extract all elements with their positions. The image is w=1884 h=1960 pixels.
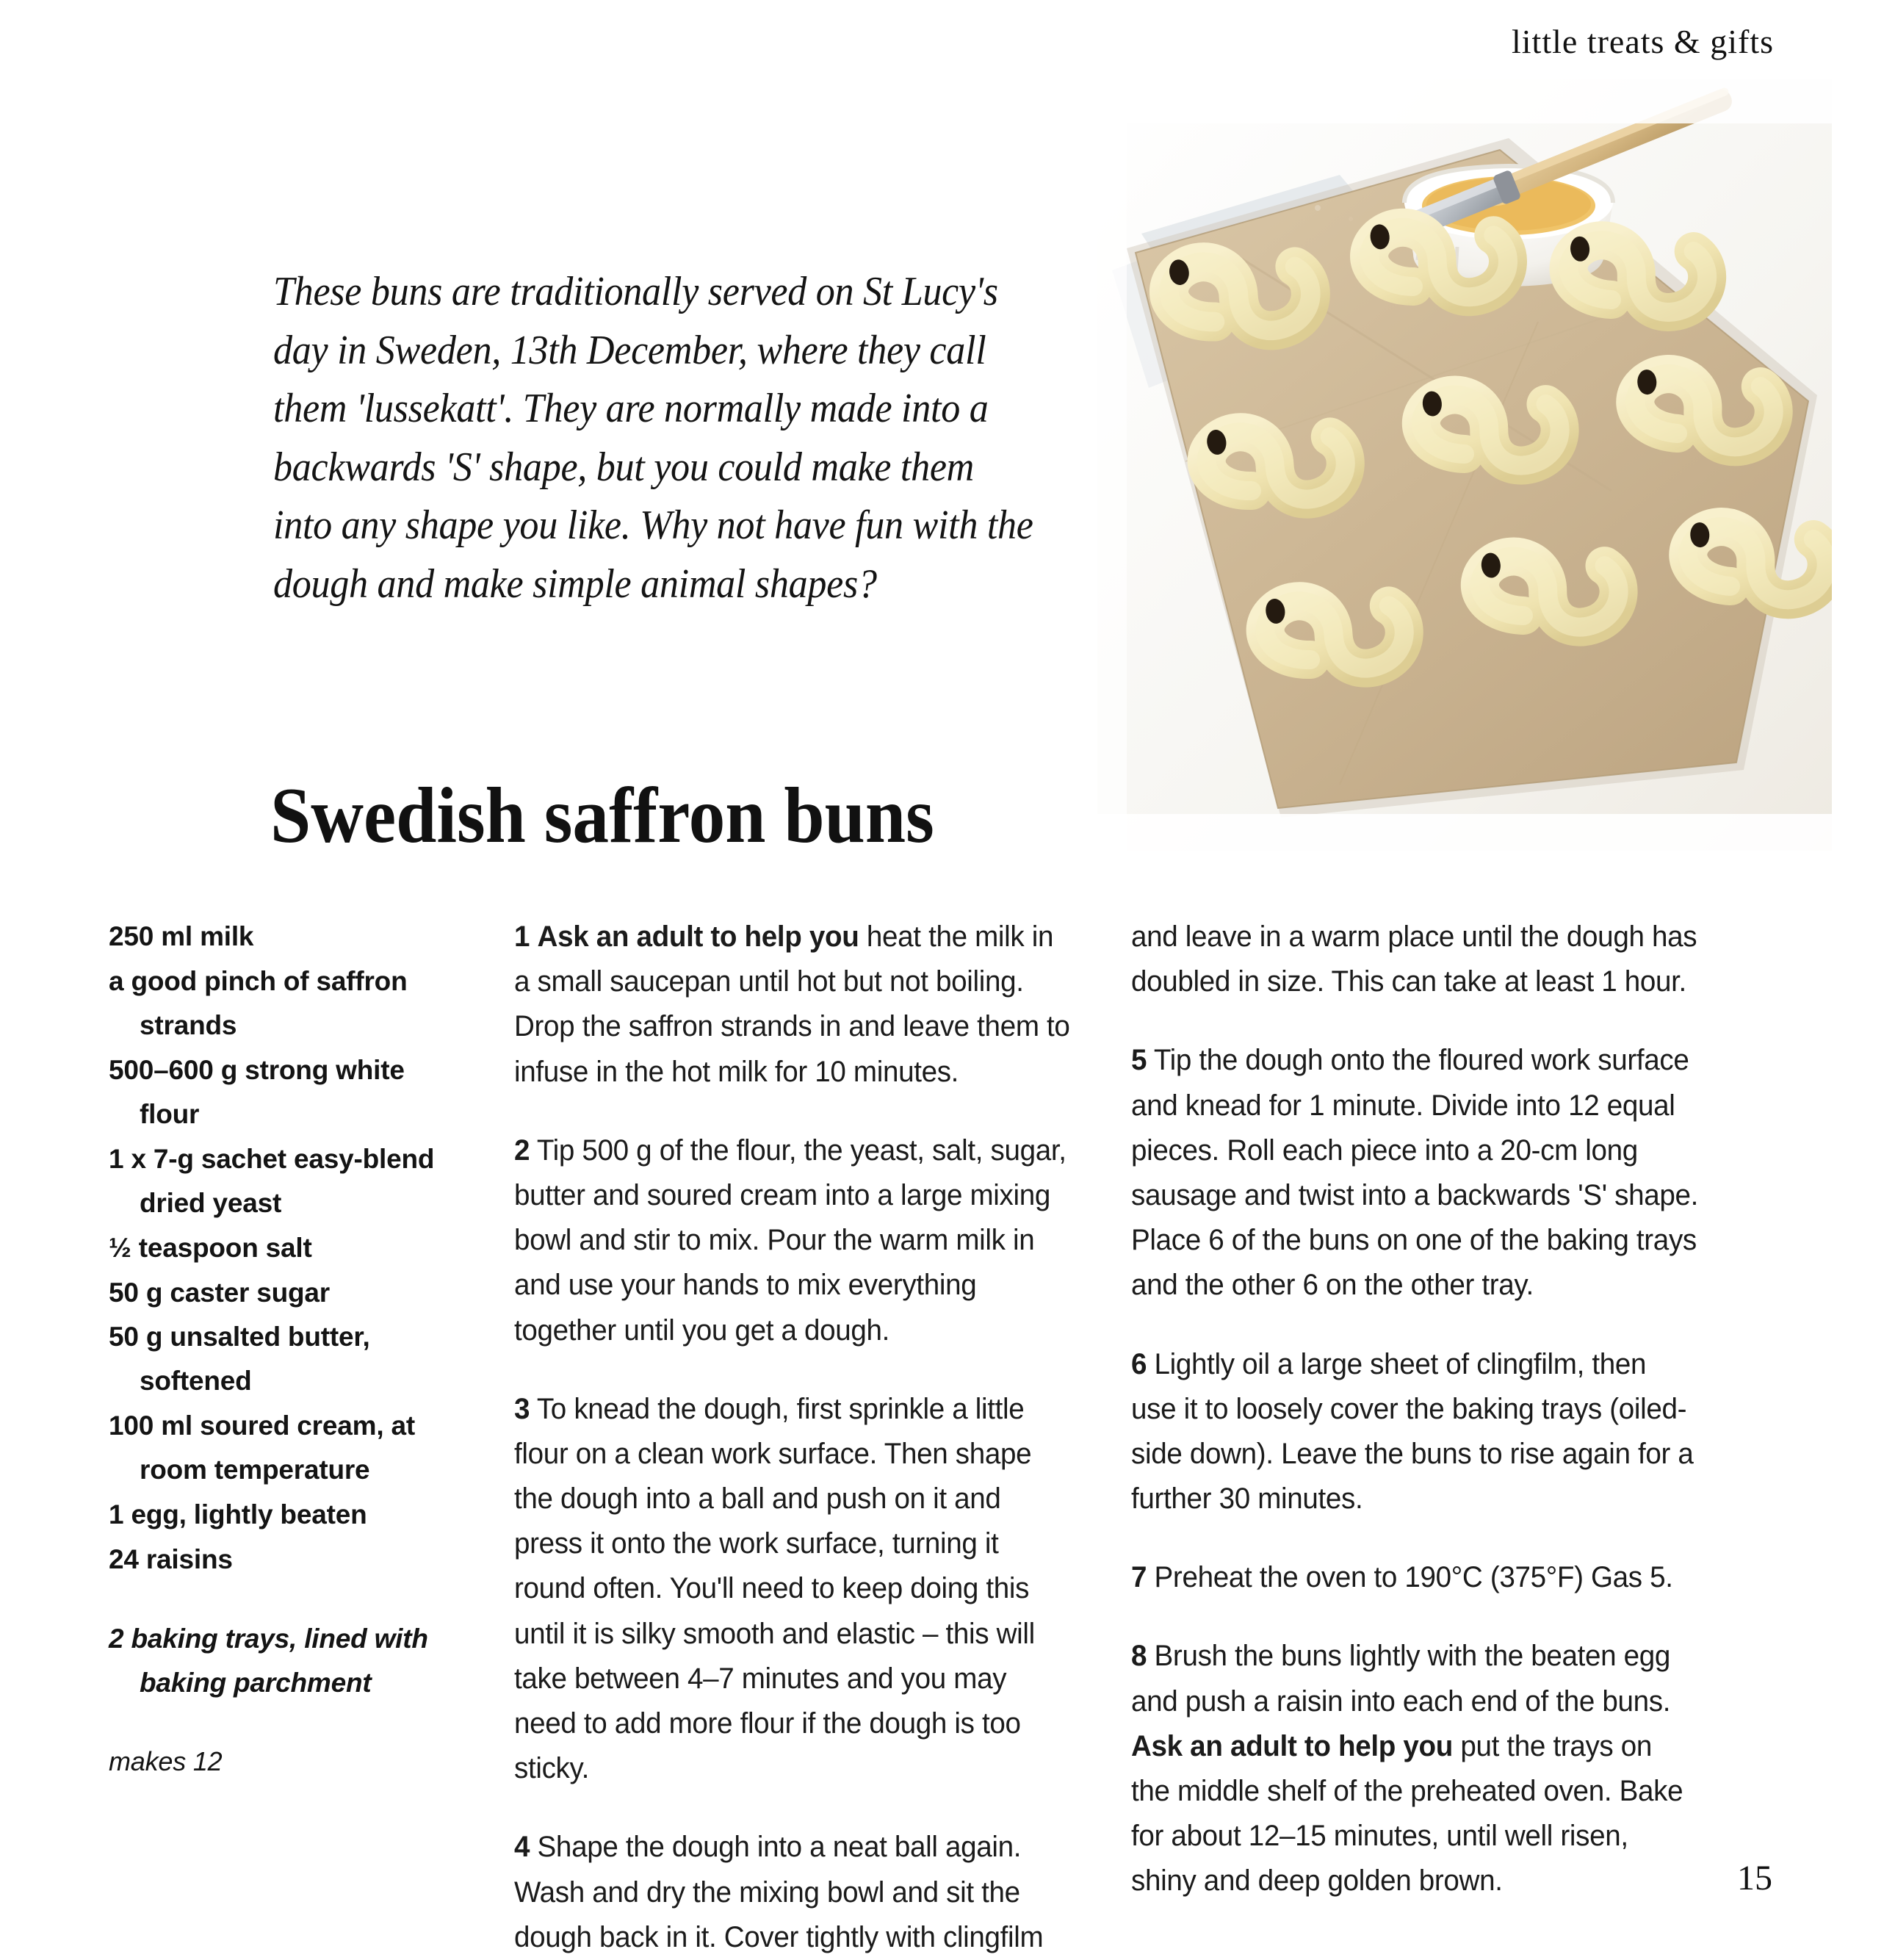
ingredient-item: 100 ml soured cream, at room temperature bbox=[109, 1410, 415, 1485]
step-text: Brush the buns lightly with the beaten egg and push a raisin into each end of the buns. bbox=[1131, 1640, 1671, 1718]
ingredient-item: 1 x 7-g sachet easy-blend dried yeast bbox=[109, 1143, 435, 1218]
step-number: 3 bbox=[514, 1392, 530, 1425]
step-number: 7 bbox=[1131, 1561, 1147, 1594]
ingredient-item: 50 g unsalted butter, softened bbox=[109, 1322, 370, 1397]
step-text: and leave in a warm place until the dough has doubled in size. This can take at least 1 hour. bbox=[1131, 920, 1697, 998]
step-text: Tip the dough onto the floured work surface and knead for 1 minute. Divide into 12 equal pieces. Roll each piece into a 20-cm long sausage and twist into a backwards 'S' shape. Place 6 of the buns on one of the baking trays and the other 6 on the other tray. bbox=[1131, 1044, 1698, 1302]
step-text: heat the milk in a small saucepan until hot but not boiling. Drop the saffron strands in and leave them to infuse in the hot milk for 10 minutes. bbox=[514, 920, 1070, 1088]
ingredient-item: 24 raisins bbox=[109, 1544, 233, 1575]
method-step bbox=[1131, 1555, 1698, 1600]
step-text: Preheat the oven to 190°C (375°F) Gas 5. bbox=[1154, 1561, 1673, 1594]
page-number: 15 bbox=[1737, 1859, 1772, 1898]
step-text: Shape the dough into a neat ball again. Wash and dry the mixing bowl and sit the dough back in it. Cover tightly with clingfilm bbox=[514, 1831, 1044, 1953]
step-number: 5 bbox=[1131, 1044, 1147, 1077]
step-text: Tip 500 g of the flour, the yeast, salt, sugar, butter and soured cream into a large mixing bowl and stir to mix. Pour the warm milk in and use your hands to mix everything together until you get a dough. bbox=[514, 1134, 1066, 1347]
step-emphasis: Ask an adult to help you bbox=[537, 920, 859, 953]
step-number: 1 bbox=[514, 920, 530, 953]
saffron-buns-photo-illustration bbox=[1097, 79, 1832, 851]
method-column-two bbox=[1131, 915, 1719, 1904]
step-number: 8 bbox=[1131, 1640, 1147, 1673]
bun bbox=[1477, 542, 1622, 635]
bun bbox=[1366, 212, 1512, 307]
intro-paragraph: These buns are traditionally served on St Lucy's day in Sweden, 13th December, where they call them 'lussekatt'. They are normally made into a backwards 'S' shape, but you could make them into any shape you like. Why not have fun with the dough and make simple animal shapes? bbox=[273, 269, 1033, 607]
ingredient-item: 250 ml milk bbox=[109, 921, 254, 951]
step-number: 4 bbox=[514, 1831, 530, 1864]
bun bbox=[1261, 581, 1409, 681]
recipe-photo bbox=[1097, 79, 1832, 851]
bun bbox=[1164, 242, 1315, 344]
method-step bbox=[514, 1387, 1074, 1792]
equipment-note: 2 baking trays, lined with baking parchment bbox=[109, 1624, 428, 1698]
method-step bbox=[514, 915, 1074, 1095]
method-step bbox=[1131, 915, 1698, 1004]
step-text: put the trays on the middle shelf of the preheated oven. Bake for about 12–15 minutes, until well risen, shiny and deep golden brown. bbox=[1131, 1729, 1683, 1898]
ingredient-item: a good pinch of saffron strands bbox=[109, 965, 408, 1040]
yield-note: makes 12 bbox=[109, 1745, 223, 1776]
ingredient-item: 50 g caster sugar bbox=[109, 1277, 330, 1308]
step-number: 6 bbox=[1131, 1347, 1147, 1380]
running-head: little treats & gifts bbox=[1512, 23, 1774, 60]
step-text: Lightly oil a large sheet of clingfilm, then use it to loosely cover the baking trays (oiled-side down). Leave the buns to rise again for a further 30 minutes. bbox=[1131, 1347, 1694, 1516]
ingredients-column bbox=[109, 915, 454, 1777]
bun bbox=[1634, 363, 1775, 452]
method-step bbox=[1131, 1634, 1698, 1903]
ingredient-item: 1 egg, lightly beaten bbox=[109, 1499, 367, 1530]
method-step bbox=[514, 1825, 1074, 1960]
bun bbox=[1567, 228, 1710, 319]
bun bbox=[1686, 516, 1828, 605]
page-title: Swedish saffron buns bbox=[270, 772, 934, 860]
ingredients-list bbox=[109, 915, 454, 1582]
step-text: To knead the dough, first sprinkle a little flour on a clean work surface. Then shape the dough into a ball and push on it and press it onto the work surface, turning it round often. You'll need to keep doing this until it is silky smooth and elastic – this will take between 4–7 minutes and you may need to add more flour if the dough is too sticky. bbox=[514, 1392, 1035, 1785]
bun bbox=[1418, 381, 1563, 474]
ingredient-item: 500–600 g strong white flour bbox=[109, 1054, 405, 1129]
method-column-one bbox=[514, 915, 1094, 1960]
step-number: 2 bbox=[514, 1134, 530, 1167]
method-step bbox=[1131, 1038, 1698, 1308]
bun bbox=[1202, 412, 1350, 512]
method-step bbox=[514, 1128, 1074, 1353]
method-step bbox=[1131, 1342, 1698, 1522]
step-emphasis: Ask an adult to help you bbox=[1131, 1729, 1453, 1762]
ingredient-item: ½ teaspoon salt bbox=[109, 1232, 312, 1263]
